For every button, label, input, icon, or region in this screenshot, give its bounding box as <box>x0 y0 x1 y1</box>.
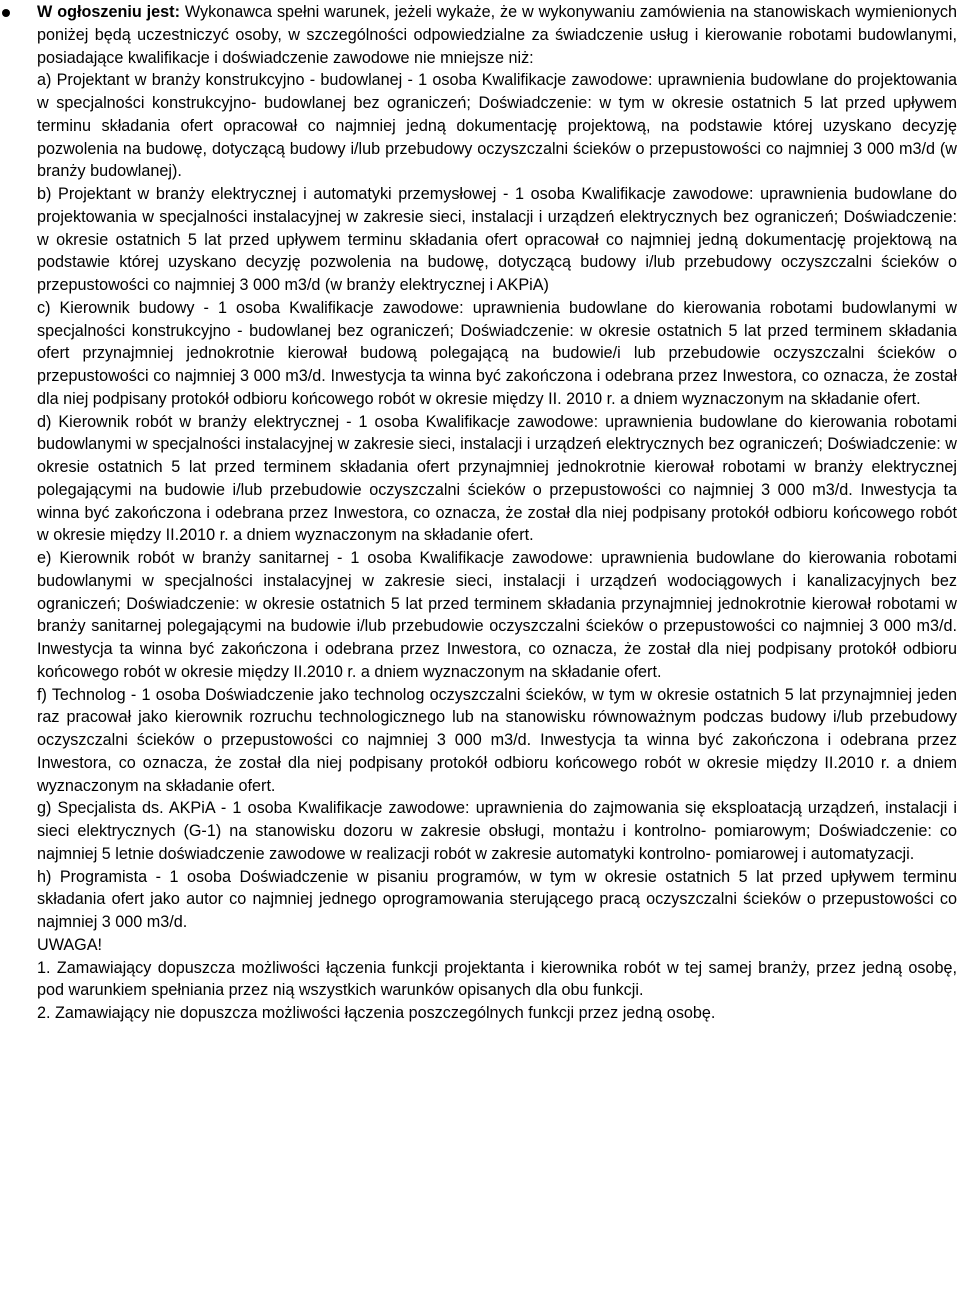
warning-point-1: 1. Zamawiający dopuszcza możliwości łączenia funkcji projektanta i kierownika robót w tej samej branży, przez jedną osobę, pod warunkiem spełniania przez nią wszystkich warunków opisanych dla obu funkcji. <box>37 958 957 1000</box>
intro-label: W ogłoszeniu jest: <box>37 3 180 21</box>
intro-paragraph <box>37 1 957 69</box>
warning-title: UWAGA! <box>37 935 103 954</box>
requirement-g: g) Specjalista ds. AKPiA - 1 osoba Kwalifikacje zawodowe: uprawnienia do zajmowania się eksploatacją urządzeń, instalacji i sieci elektrycznych (G-1) na stanowisku dozoru w zakresie obsługi, montażu i kontrolno- pomiarowym; Doświadczenie: co najmniej 5 letnie doświadczenie zawodowe w realizacji robót w zakresie automatyki kontrolno- pomiarowej i automatyzacji. <box>37 799 957 863</box>
requirement-b: b) Projektant w branży elektrycznej i automatyki przemysłowej - 1 osoba Kwalifikacje zawodowe: uprawnienia budowlane do projektowania w specjalności instalacyjnej w zakresie sieci, instalacji i urządzeń elektrycznych bez ograniczeń; Doświadczenie: w okresie ostatnich 5 lat przed upływem terminu składania ofert opracował co najmniej jedną dokumentację projektową na podstawie której uzyskano decyzję pozwolenia na budowę, dotyczącą budowy i/lub przebudowy oczyszczalni ścieków o przepustowości co najmniej 3 000 m3/d (w branży elektrycznej i AKPiA) <box>37 185 957 294</box>
requirement-a: a) Projektant w branży konstrukcyjno - budowlanej - 1 osoba Kwalifikacje zawodowe: uprawnienia budowlane do projektowania w specjalności konstrukcyjno- budowlanej bez ograniczeń; Doświadczenie: w tym w okresie ostatnich 5 lat przed upływem terminu składania ofert opracował co najmniej jedną dokumentację projektową, na podstawie której uzyskano decyzję pozwolenia na budowę, dotyczącą budowy i/lub przebudowy oczyszczalni ścieków o przepustowości co najmniej 3 000 m3/d (w branży budowlanej). <box>37 71 957 181</box>
intro-text: Wykonawca spełni warunek, jeżeli wykaże, że w wykonywaniu zamówienia na stanowiskach wymienionych poniżej będą uczestniczyć osoby, w szczególności odpowiedzialne za świadczenie usług i kierowanie robotami budowlanymi, posiadające kwalifikacje i doświadczenie zawodowe nie mniejsze niż: <box>37 3 957 67</box>
requirement-h: h) Programista - 1 osoba Doświadczenie w pisaniu programów, w tym w okresie ostatnich 5 lat przed upływem terminu składania ofert jako autor co najmniej jednego oprogramowania sterującego pracą oczyszczalni ścieków o przepustowości co najmniej 3 000 m3/d. <box>37 867 957 931</box>
requirement-e: e) Kierownik robót w branży sanitarnej - 1 osoba Kwalifikacje zawodowe: uprawnienia budowlane do kierowania robotami budowlanymi w specjalności instalacyjnej w zakresie sieci, instalacji i urządzeń wodociągowych i kanalizacyjnych bez ograniczeń; Doświadczenie: w okresie ostatnich 5 lat przed terminem składania przynajmniej jednokrotnie kierował robotami w branży sanitarnej polegającymi na budowie i/lub przebudowie oczyszczalni ścieków o przepustowości co najmniej 3 000 m3/d. Inwestycja ta winna być zakończona i odebrana przez Inwestora, co oznacza, że został dla niej podpisany protokół odbioru końcowego robót w okresie między II.2010 r. a dniem wyznaczonym na składanie ofert. <box>37 549 957 681</box>
requirement-d: d) Kierownik robót w branży elektrycznej - 1 osoba Kwalifikacje zawodowe: uprawnienia budowlane do kierowania robotami budowlanymi w specjalności instalacyjnej w zakresie sieci, instalacji i urządzeń elektrycznych bez ograniczeń; Doświadczenie: w okresie ostatnich 5 lat przed terminem składania ofert przynajmniej jednokrotnie kierował robotami w branży elektrycznej polegającymi na budowie i/lub przebudowie oczyszczalni ścieków o przepustowości co najmniej 3 000 m3/d. Inwestycja ta winna być zakończona i odebrana przez Inwestora, co oznacza, że został dla niej podpisany protokół odbioru końcowego robót w okresie między II.2010 r. a dniem wyznaczonym na składanie ofert. <box>37 412 957 545</box>
warning-point-2: 2. Zamawiający nie dopuszcza możliwości łączenia poszczególnych funkcji przez jedną osobę. <box>37 1004 716 1022</box>
document-body <box>37 1 957 1025</box>
requirement-f: f) Technolog - 1 osoba Doświadczenie jako technolog oczyszczalni ścieków, w tym w okresie ostatnich 5 lat przynajmniej jeden raz pracował jako kierownik rozruchu technologicznego lub na stanowisku równoważnym podczas budowy i/lub przebudowy oczyszczalni ścieków o przepustowości co najmniej 3 000 m3/d. Inwestycja ta winna być zakończona i odebrana przez Inwestora, co oznacza, że został dla niej podpisany protokół odbioru końcowego robót w okresie między II.2010 r. a dniem wyznaczonym na składanie ofert. <box>37 685 957 795</box>
bullet-icon <box>2 9 10 17</box>
requirement-c: c) Kierownik budowy - 1 osoba Kwalifikacje zawodowe: uprawnienia budowlane do kierowania robotami budowlanymi w specjalności konstrukcyjno - budowlanej bez ograniczeń; Doświadczenie: w okresie ostatnich 5 lat przed terminem składania ofert przynajmniej jednokrotnie kierował budową polegającą na budowie/i lub przebudowie oczyszczalni ścieków o przepustowości co najmniej 3 000 m3/d. Inwestycja ta winna być zakończona i odebrana przez Inwestora, co oznacza, że został dla niej podpisany protokół odbioru końcowego robót w okresie między II. 2010 r. a dniem wyznaczonym na składanie ofert. <box>37 298 957 408</box>
